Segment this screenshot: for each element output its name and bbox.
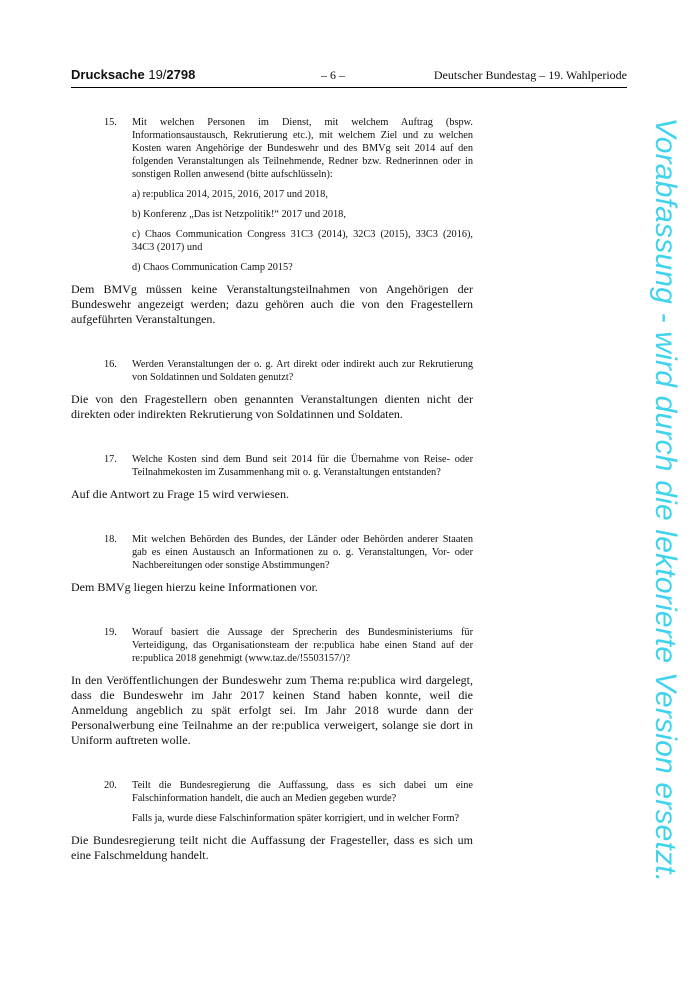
question-20: [71, 779, 473, 825]
question-number: 20.: [104, 780, 117, 791]
answer-18: Dem BMVg liegen hierzu keine Informationen vor.: [71, 580, 318, 594]
question-19: [71, 626, 473, 665]
answer-16: Die von den Fragestellern oben genannten Veranstaltungen dienten nicht der direkten oder indirekten Rekrutierung von Soldatinnen und Soldaten.: [71, 392, 473, 421]
page-header: [71, 67, 627, 88]
question-text: Mit welchen Behörden des Bundes, der Länder oder Behörden anderer Staaten gab es einen Austausch an Informationen zu o. g. Veranstaltungen, Vor- oder Nachbereitungen oder sonstige Abstimmungen?: [132, 534, 473, 571]
question-text: Mit welchen Personen im Dienst, mit welchem Auftrag (bspw. Informationsaustausch, Rekrutierung etc.), mit welchem Ziel und zu welchen Kosten waren Angehörige der Bundeswehr und des BMVg seit 2014 auf den folgenden Veranstaltungen als Teilnehmende, Redner bzw. Rednerinnen oder in sonstigen Rollen anwesend (bitte aufschlüsseln):: [132, 117, 473, 180]
question-17: [71, 453, 473, 479]
question-text: Welche Kosten sind dem Bund seit 2014 für die Übernahme von Reise- oder Teilnahmekosten im Zusammenhang mit o. g. Veranstaltungen entstanden?: [132, 454, 473, 478]
question-text: Worauf basiert die Aussage der Sprecherin des Bundesministeriums für Verteidigung, das Organisationsteam der re:publica habe einen Stand auf der re:publica 2018 genehmigt (www.taz.de/!5503157/)?: [132, 627, 473, 664]
sub-item-c: c) Chaos Communication Congress 31C3 (2014), 32C3 (2015), 33C3 (2016), 34C3 (2017) und: [132, 229, 473, 253]
question-followup: Falls ja, wurde diese Falschinformation später korrigiert, und in welcher Form?: [132, 813, 460, 824]
question-15: [71, 116, 473, 274]
question-text: Teilt die Bundesregierung die Auffassung, dass es sich dabei um eine Falschinformation handelt, die auch an Medien gegeben wurde?: [132, 780, 473, 804]
question-number: 18.: [104, 534, 117, 545]
question-number: 17.: [104, 454, 117, 465]
parliament-period: Deutscher Bundestag – 19. Wahlperiode: [433, 68, 627, 82]
answer-20: Die Bundesregierung teilt nicht die Auffassung der Fragesteller, dass es sich um eine Falschmeldung handelt.: [71, 833, 473, 862]
question-number: 19.: [104, 627, 117, 638]
question-text: Werden Veranstaltungen der o. g. Art direkt oder indirekt auch zur Rekrutierung von Soldatinnen und Soldaten genutzt?: [132, 359, 473, 383]
answer-17: Auf die Antwort zu Frage 15 wird verwiesen.: [71, 487, 289, 501]
page-number: – 6 –: [321, 68, 345, 82]
question-16: [71, 358, 473, 384]
sub-item-d: d) Chaos Communication Camp 2015?: [132, 262, 293, 273]
sub-item-b: b) Konferenz „Das ist Netzpolitik!“ 2017 und 2018,: [132, 209, 346, 220]
question-number: 15.: [104, 117, 117, 128]
draft-watermark: Vorabfassung - wird durch die lektorierte Version ersetzt.: [649, 117, 682, 883]
answer-15: Dem BMVg müssen keine Veranstaltungsteilnahmen von Angehörigen der Bundeswehr angezeigt werden; dazu gehören auch die von den Fragestellern aufgeführten Veranstaltungen.: [71, 282, 473, 326]
sub-item-a: a) re:publica 2014, 2015, 2016, 2017 und 2018,: [132, 189, 328, 200]
document-body: [71, 116, 473, 863]
question-18: [71, 533, 473, 572]
document-number: Drucksache 19/2798: [71, 67, 196, 82]
question-number: 16.: [104, 359, 117, 370]
answer-19: In den Veröffentlichungen der Bundeswehr zum Thema re:publica wird dargelegt, dass die Bundeswehr im Jahr 2017 keinen Stand haben konnte, weil die Anmeldung angeblich zu spät erfolgt sei. Im Jahr 2018 wurde dann der Personalwerbung eine Teilnahme an der re:publica verweigert, solange sie dort in Uniform auftreten wolle.: [71, 673, 473, 747]
